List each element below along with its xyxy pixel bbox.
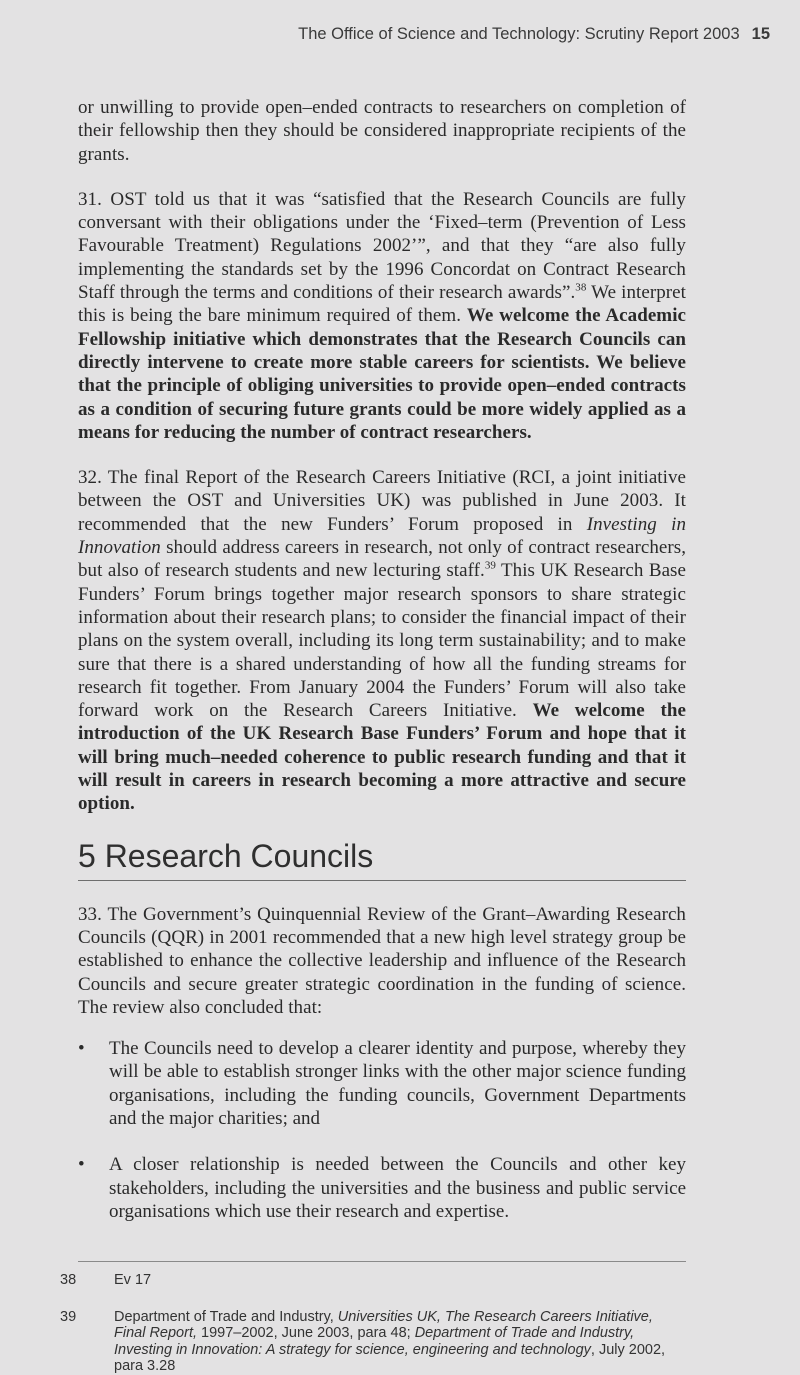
footnote-number: 38 xyxy=(60,1272,77,1289)
footnote-38 xyxy=(60,1272,686,1289)
footnote-ref-38[interactable]: 38 xyxy=(575,281,587,294)
header-title: The Office of Science and Technology: Scrutiny Report 2003 xyxy=(298,25,740,43)
running-header xyxy=(298,25,770,44)
footnote-39 xyxy=(60,1308,686,1375)
footnote-text: Department of Trade and Industry, xyxy=(114,1308,338,1325)
footnote-italic-source: Universities UK, The Research Careers Initiative, Final Report, xyxy=(114,1308,653,1342)
paragraph-continuation: or unwilling to provide open–ended contracts to researchers on completion of their fellowship then they should be considered inappropriate recipients of the grants. xyxy=(78,97,686,165)
footnote-text-2: 1997–2002, June 2003, para 48; xyxy=(197,1325,415,1342)
paragraph-31 xyxy=(78,188,686,444)
paragraph-31-text-2: We interpret this is being the bare minimum required of them. xyxy=(78,282,686,327)
bullet-marker: • xyxy=(78,1154,85,1176)
bullet-marker: • xyxy=(78,1038,85,1060)
paragraph-33: 33. The Government’s Quinquennial Review of the Grant–Awarding Research Councils (QQR) in 2001 recommended that a new high level strategy group be established to enhance the collective leadership and influence of the Research Councils and secure greater strategic coordination in the funding of science. The review also concluded that: xyxy=(78,903,686,1018)
footnote-text: Ev 17 xyxy=(114,1272,152,1289)
bullet-text: A closer relationship is needed between the Councils and other key stakeholders, including the universities and the business and public service organisations which use their research and expertise. xyxy=(109,1154,686,1222)
page-body xyxy=(60,96,687,1375)
paragraph-32-text-3: This UK Research Base Funders’ Forum brings together major research sponsors to share strategic information about their research plans; to consider the financial impact of their plans on the system overall, including its long term sustainability; and to make sure that there is a shared understanding of how all the funding streams for research fit together. From January 2004 the Funders’ Forum will also take forward work on the Research Careers Initiative. xyxy=(78,560,686,722)
footnote-number: 39 xyxy=(60,1308,77,1325)
footnote-text-3: , July 2002, para 3.28 xyxy=(114,1341,666,1375)
footnote-divider xyxy=(78,1261,686,1262)
paragraph-32-text: 32. The final Report of the Research Careers Initiative (RCI, a joint initiative between the OST and Universities UK) was published in June 2003. It recommended that the new Funders’ Forum proposed in xyxy=(78,467,686,535)
paragraph-32-text-2: should address careers in research, not only of contract researchers, but also of research students and new lecturing staff. xyxy=(78,537,686,582)
footnote-italic-source-2: Department of Trade and Industry, Investing in Innovation: A strategy for science, engineering and technology xyxy=(114,1325,635,1358)
bullet-list xyxy=(78,1037,686,1223)
bullet-item xyxy=(78,1153,686,1223)
paragraph-31-text: 31. OST told us that it was “satisfied that the Research Councils are fully conversant with their obligations under the ‘Fixed–term (Prevention of Less Favourable Treatment) Regulations 2002’”, and that they “are also fully implementing the standards set by the 1996 Concordat on Contract Research Staff through the terms and conditions of their research awards”. xyxy=(78,188,686,304)
paragraph-32-italic-title: Investing in Innovation xyxy=(78,513,686,559)
bullet-text: The Councils need to develop a clearer identity and purpose, whereby they will be able to establish stronger links with the other major science funding organisations, including the funding councils, Government Departments and the major charities; and xyxy=(109,1038,686,1129)
section-heading: 5 Research Councils xyxy=(78,837,686,881)
bullet-item xyxy=(78,1037,686,1130)
footnote-ref-39[interactable]: 39 xyxy=(484,560,496,573)
paragraph-32-conclusion: We welcome the introduction of the UK Research Base Funders’ Forum and hope that it will bring much–needed coherence to public research funding and that it will result in careers in research becoming a more attractive and secure option. xyxy=(78,700,686,815)
paragraph-32 xyxy=(78,466,686,815)
page-number: 15 xyxy=(751,25,770,43)
paragraph-31-conclusion: We welcome the Academic Fellowship initiative which demonstrates that the Research Councils can directly intervene to create more stable careers for scientists. We believe that the principle of obliging universities to provide open–ended contracts as a condition of securing future grants could be more widely applied as a means for reducing the number of contract researchers. xyxy=(78,305,687,443)
